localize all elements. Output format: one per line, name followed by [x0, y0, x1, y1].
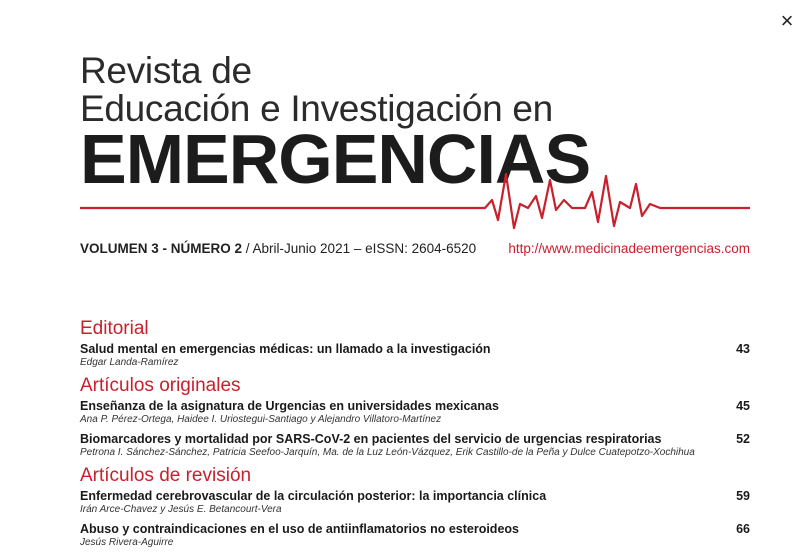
article-authors: Jesús Rivera-Aguirre — [80, 537, 174, 548]
section-heading: Artículos de revisión — [80, 465, 252, 486]
section-heading: Editorial — [80, 318, 149, 339]
section-heading: Artículos originales — [80, 375, 241, 396]
toc-section-original-articles — [80, 375, 750, 459]
close-button[interactable] — [776, 10, 798, 32]
article-authors: Irán Arce-Chavez y Jesús E. Betancourt-Vera — [80, 504, 282, 515]
article-title: Enfermedad cerebrovascular de la circulación posterior: la importancia clínica — [80, 489, 547, 503]
article-title: Biomarcadores y mortalidad por SARS-CoV-2 en pacientes del servicio de urgencias respiratorias — [80, 432, 662, 446]
article-page: 59 — [736, 489, 750, 503]
issue-info-bar — [80, 241, 750, 259]
article-authors: Ana P. Pérez-Ortega, Haidee I. Uriostegui-Santiago y Alejandro Villatoro-Martínez — [80, 414, 442, 425]
toc-section-editorial — [80, 318, 750, 369]
toc-entry[interactable] — [80, 399, 750, 426]
article-page: 43 — [736, 342, 750, 356]
toc-section-review-articles — [80, 465, 750, 549]
close-icon: × — [780, 8, 794, 33]
toc-entry[interactable] — [80, 432, 750, 459]
article-title: Enseñanza de la asignatura de Urgencias en universidades mexicanas — [80, 399, 499, 413]
toc-entry[interactable] — [80, 522, 750, 549]
article-title: Abuso y contraindicaciones en el uso de antiinflamatorios no esteroideos — [80, 522, 519, 536]
article-authors: Petrona I. Sánchez-Sánchez, Patricia Seefoo-Jarquín, Ma. de la Luz León-Vázquez, Erik Castillo-de la Peña y Dulce Cuatepotzo-Xochihua — [80, 447, 695, 458]
toc-entry[interactable] — [80, 489, 750, 516]
masthead-title: EMERGENCIAS — [80, 120, 591, 198]
article-page: 52 — [736, 432, 750, 446]
issue-details: / Abril-Junio 2021 – eISSN: 2604-6520 — [242, 241, 477, 256]
article-authors: Edgar Landa-Ramírez — [80, 357, 179, 368]
masthead-line-1: Revista de — [80, 50, 252, 91]
table-of-contents — [80, 318, 750, 555]
journal-url-link[interactable]: http://www.medicinadeemergencias.com — [508, 241, 750, 256]
ekg-line-graphic — [80, 170, 750, 230]
article-page: 45 — [736, 399, 750, 413]
toc-entry[interactable] — [80, 342, 750, 369]
article-page: 66 — [736, 522, 750, 536]
masthead-line-2: Educación e Investigación en — [80, 88, 553, 129]
issue-volume: VOLUMEN 3 - NÚMERO 2 — [80, 241, 243, 256]
article-title: Salud mental en emergencias médicas: un llamado a la investigación — [80, 342, 491, 356]
